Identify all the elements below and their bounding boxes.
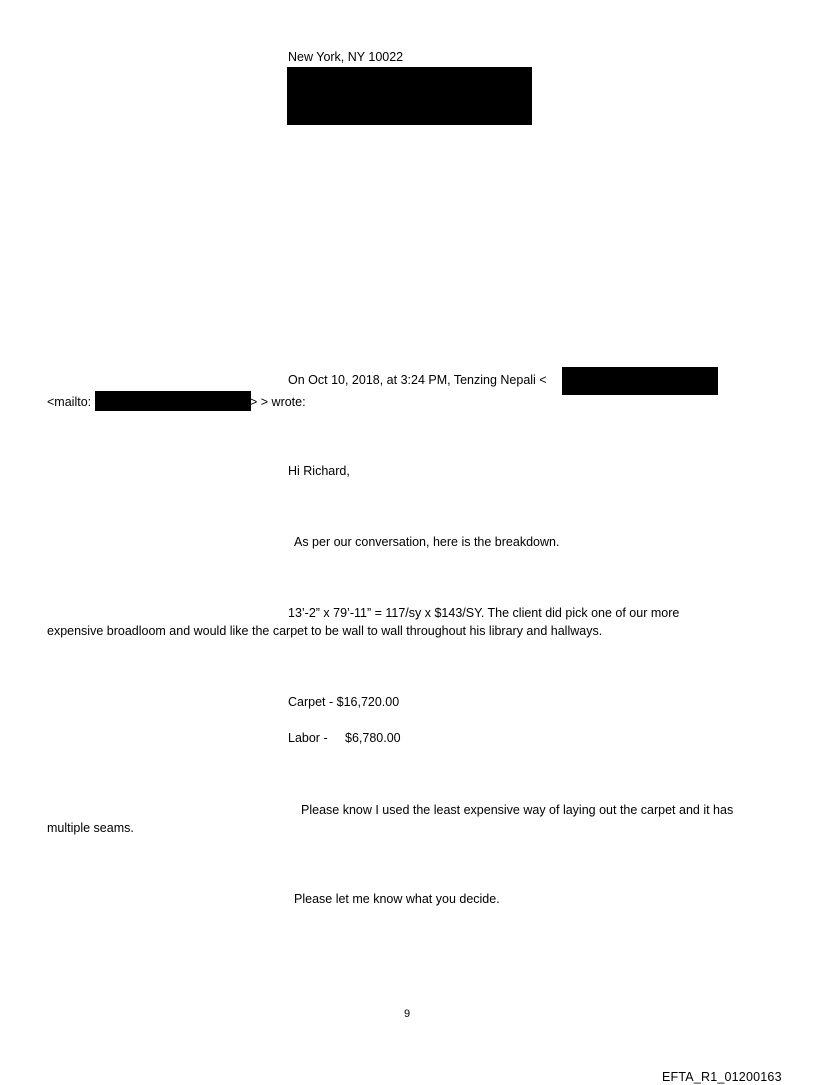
- measurement-line: 13’-2” x 79’-11” = 117/sy x $143/SY. The client did pick one of our more: [288, 606, 680, 620]
- address-line: New York, NY 10022: [288, 50, 404, 64]
- page-number: 9: [404, 1008, 411, 1020]
- closing-line: Please let me know what you decide.: [294, 892, 500, 906]
- labor-value: $6,780.00: [345, 731, 401, 745]
- quote-header-mailto: <mailto:: [47, 395, 92, 409]
- labor-label: Labor -: [288, 731, 328, 745]
- redaction-block: [562, 367, 718, 395]
- redaction-block: [95, 391, 251, 411]
- greeting: Hi Richard,: [288, 464, 350, 478]
- note-line-continued: multiple seams.: [47, 821, 134, 835]
- quote-header-wrote: > > wrote:: [250, 395, 306, 409]
- bates-number: EFTA_R1_01200163: [662, 1069, 782, 1084]
- redaction-block: [287, 67, 532, 125]
- intro-line: As per our conversation, here is the breakdown.: [294, 535, 560, 549]
- measurement-line-continued: expensive broadloom and would like the carpet to be wall to wall throughout his library and hallways.: [47, 624, 603, 638]
- quote-header-prefix: On Oct 10, 2018, at 3:24 PM, Tenzing Nepali <: [288, 373, 547, 387]
- note-line: Please know I used the least expensive way of laying out the carpet and it has: [301, 803, 734, 817]
- carpet-cost-line: Carpet - $16,720.00: [288, 695, 400, 709]
